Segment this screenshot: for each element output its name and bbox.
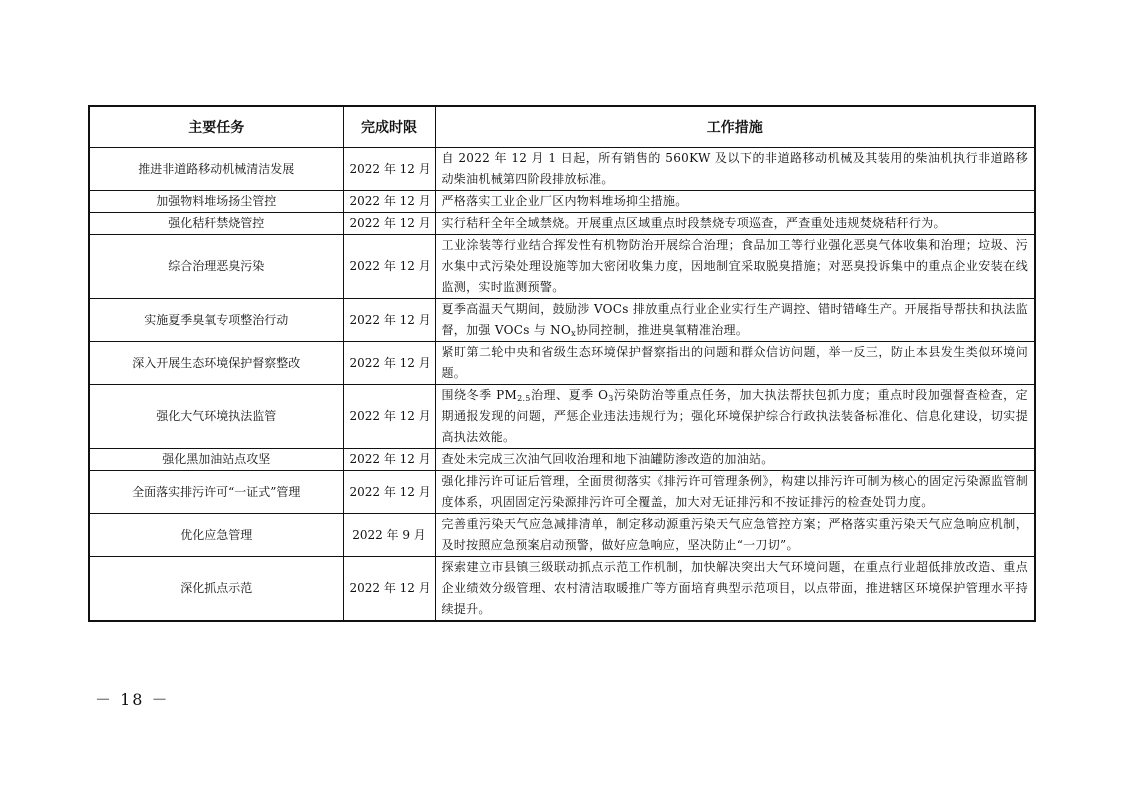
task-cell: 全面落实排污许可“一证式”管理	[89, 471, 343, 514]
table-row	[89, 557, 1035, 622]
deadline-cell: 2022 年 12 月	[343, 235, 435, 299]
table-header-row	[89, 106, 1035, 148]
deadline-cell: 2022 年 12 月	[343, 449, 435, 471]
subscript-x: x	[571, 329, 576, 338]
deadline-cell: 2022 年 12 月	[343, 299, 435, 342]
measure-text: 污染防治等重点任务，加大执法帮扶包抓力度；重点时段加强督查检查，定期通报发现的问题，严惩企业违法违规行为；强化环境保护综合行政执法装备标准化、信息化建设，切实提高执法效能。	[441, 388, 1028, 444]
task-cell: 强化黑加油站点攻坚	[89, 449, 343, 471]
table-row	[89, 213, 1035, 235]
measure-cell	[435, 385, 1035, 449]
deadline-cell: 2022 年 12 月	[343, 148, 435, 191]
deadline-cell: 2022 年 12 月	[343, 213, 435, 235]
deadline-cell: 2022 年 12 月	[343, 385, 435, 449]
deadline-cell: 2022 年 12 月	[343, 557, 435, 622]
task-cell: 深入开展生态环境保护督察整改	[89, 342, 343, 385]
measure-text: 协同控制，推进臭氧精准治理。	[575, 323, 749, 337]
task-table	[88, 105, 1036, 622]
subscript-pm: 2.5	[517, 394, 531, 403]
task-table-container	[88, 105, 1034, 622]
task-cell: 优化应急管理	[89, 514, 343, 557]
table-row	[89, 449, 1035, 471]
page-number: － 18 －	[95, 690, 170, 709]
measure-cell: 自 2022 年 12 月 1 日起，所有销售的 560KW 及以下的非道路移动机械及其装用的柴油机执行非道路移动柴油机械第四阶段排放标准。	[435, 148, 1035, 191]
deadline-cell: 2022 年 9 月	[343, 514, 435, 557]
measure-cell: 探索建立市县镇三级联动抓点示范工作机制，加快解决突出大气环境问题，在重点行业超低排放改造、重点企业绩效分级管理、农村清洁取暖推广等方面培育典型示范项目，以点带面，推进辖区环境保护管理水平持续提升。	[435, 557, 1035, 622]
measure-text: 围绕冬季 PM	[441, 388, 518, 402]
measure-text: 夏季高温天气期间，鼓励涉 VOCs 排放重点行业企业实行生产调控、错时错峰生产。开展指导帮扶和执法监督，加强 VOCs 与 NO	[441, 302, 1028, 337]
table-row	[89, 514, 1035, 557]
measure-cell: 实行秸秆全年全域禁烧。开展重点区域重点时段禁烧专项巡查，严查重处违规焚烧秸秆行为。	[435, 213, 1035, 235]
task-cell: 深化抓点示范	[89, 557, 343, 622]
header-deadline: 完成时限	[343, 106, 435, 148]
task-cell: 强化大气环境执法监管	[89, 385, 343, 449]
measure-cell: 强化排污许可证后管理，全面贯彻落实《排污许可管理条例》，构建以排污许可制为核心的固定污染源监管制度体系，巩固固定污染源排污许可全覆盖，加大对无证排污和不按证排污的检查处罚力度。	[435, 471, 1035, 514]
table-row	[89, 148, 1035, 191]
table-row	[89, 342, 1035, 385]
measure-cell: 查处未完成三次油气回收治理和地下油罐防渗改造的加油站。	[435, 449, 1035, 471]
measure-text: 治理、夏季 O	[530, 388, 609, 402]
task-cell: 综合治理恶臭污染	[89, 235, 343, 299]
deadline-cell: 2022 年 12 月	[343, 471, 435, 514]
deadline-cell: 2022 年 12 月	[343, 191, 435, 213]
table-row	[89, 235, 1035, 299]
subscript-o3: 3	[608, 394, 614, 403]
header-main-task: 主要任务	[89, 106, 343, 148]
table-row	[89, 191, 1035, 213]
table-row	[89, 471, 1035, 514]
measure-cell: 完善重污染天气应急减排清单，制定移动源重污染天气应急管控方案；严格落实重污染天气应急响应机制，及时按照应急预案启动预警，做好应急响应，坚决防止“一刀切”。	[435, 514, 1035, 557]
measure-cell: 工业涂装等行业结合挥发性有机物防治开展综合治理；食品加工等行业强化恶臭气体收集和治理；垃圾、污水集中式污染处理设施等加大密闭收集力度，因地制宜采取脱臭措施；对恶臭投诉集中的重点企业安装在线监测，实时监测预警。	[435, 235, 1035, 299]
table-row	[89, 299, 1035, 342]
table-row	[89, 385, 1035, 449]
measure-cell: 严格落实工业企业厂区内物料堆场抑尘措施。	[435, 191, 1035, 213]
measure-cell	[435, 299, 1035, 342]
task-cell: 实施夏季臭氧专项整治行动	[89, 299, 343, 342]
task-cell: 强化秸秆禁烧管控	[89, 213, 343, 235]
deadline-cell: 2022 年 12 月	[343, 342, 435, 385]
measure-cell: 紧盯第二轮中央和省级生态环境保护督察指出的问题和群众信访问题，举一反三，防止本县发生类似环境问题。	[435, 342, 1035, 385]
header-work-measures: 工作措施	[435, 106, 1035, 148]
task-cell: 推进非道路移动机械清洁发展	[89, 148, 343, 191]
task-cell: 加强物料堆场扬尘管控	[89, 191, 343, 213]
